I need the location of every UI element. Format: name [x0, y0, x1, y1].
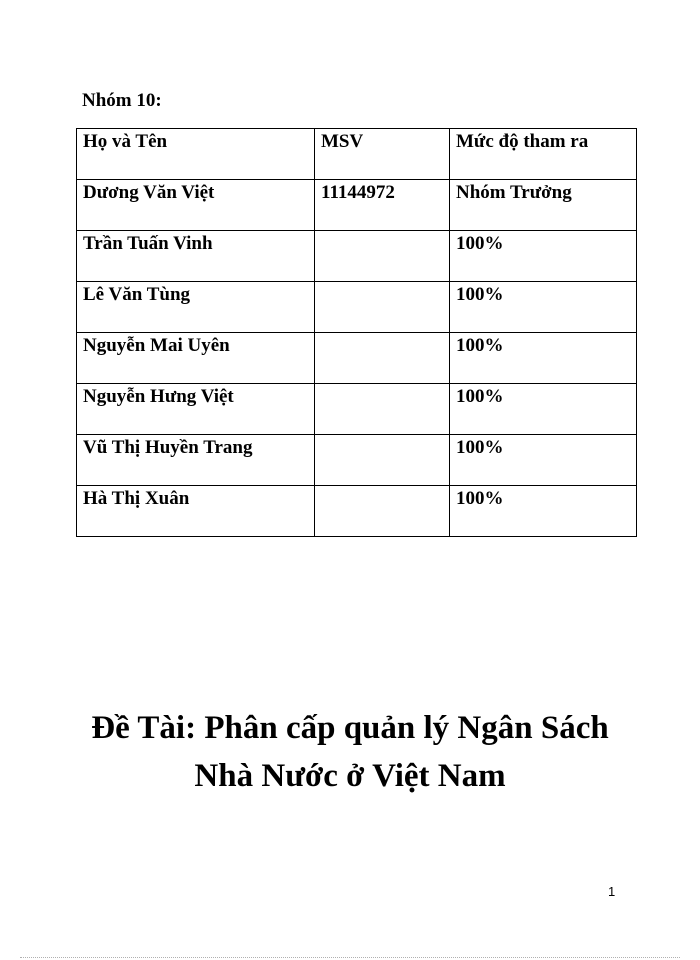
member-msv	[315, 333, 450, 384]
member-name: Hà Thị Xuân	[77, 486, 315, 537]
member-participation: 100%	[450, 282, 637, 333]
member-name: Trần Tuấn Vinh	[77, 231, 315, 282]
topic-line-2: Nhà Nước ở Việt Nam	[194, 758, 506, 794]
header-name: Họ và Tên	[77, 129, 315, 180]
member-name: Vũ Thị Huyền Trang	[77, 435, 315, 486]
member-name: Nguyễn Mai Uyên	[77, 333, 315, 384]
group-label: Nhóm 10:	[82, 90, 162, 111]
table-row	[77, 435, 637, 486]
member-name: Dương Văn Việt	[77, 180, 315, 231]
member-participation: Nhóm Trưởng	[450, 180, 637, 231]
member-name: Nguyễn Hưng Việt	[77, 384, 315, 435]
page-number: 1	[608, 884, 616, 899]
header-participation: Mức độ tham ra	[450, 129, 637, 180]
table-row	[77, 180, 637, 231]
member-participation: 100%	[450, 486, 637, 537]
table-row	[77, 384, 637, 435]
member-name: Lê Văn Tùng	[77, 282, 315, 333]
table-header-row	[77, 129, 637, 180]
table-row	[77, 486, 637, 537]
member-msv	[315, 486, 450, 537]
topic-title	[0, 704, 700, 800]
member-participation: 100%	[450, 231, 637, 282]
page-bottom-divider	[20, 957, 680, 958]
topic-line-1: Đề Tài: Phân cấp quản lý Ngân Sách	[91, 710, 609, 746]
member-participation: 100%	[450, 384, 637, 435]
member-msv	[315, 231, 450, 282]
table-row	[77, 231, 637, 282]
table-row	[77, 333, 637, 384]
member-msv	[315, 384, 450, 435]
table-row	[77, 282, 637, 333]
member-participation: 100%	[450, 333, 637, 384]
member-msv: 11144972	[315, 180, 450, 231]
header-msv: MSV	[315, 129, 450, 180]
member-table	[76, 128, 637, 537]
member-msv	[315, 282, 450, 333]
member-participation: 100%	[450, 435, 637, 486]
member-msv	[315, 435, 450, 486]
